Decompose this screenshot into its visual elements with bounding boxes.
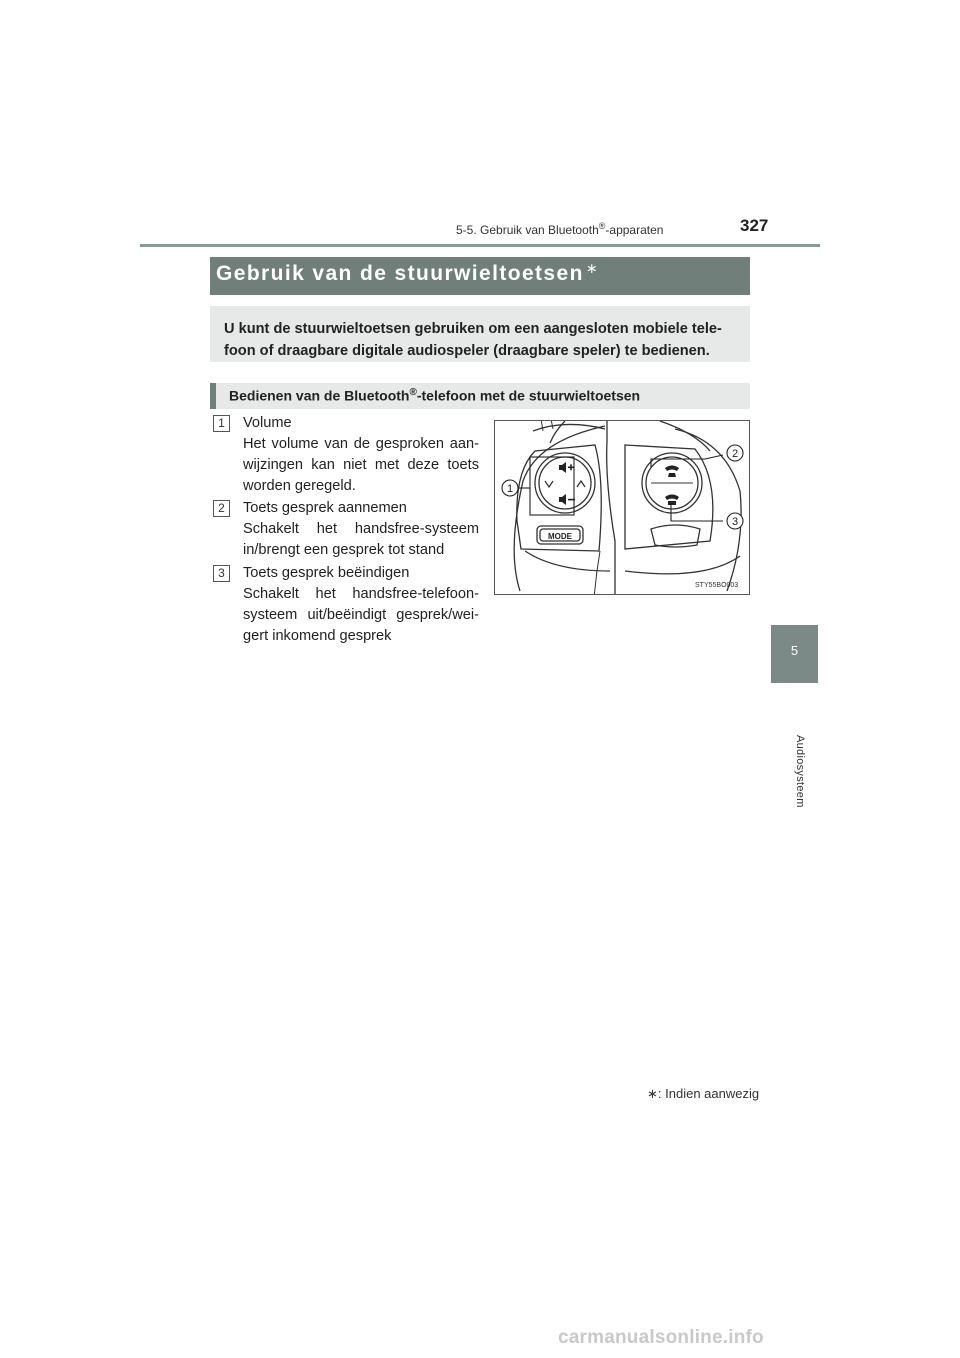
item-number-badge: 1 — [213, 415, 230, 432]
item-description: Schakelt het handsfree-telefoon-systeem uit/beëindigt gesprek/wei-gert inkomend gesprek — [243, 586, 479, 644]
section-header — [456, 221, 663, 237]
registered-mark: ® — [409, 387, 417, 398]
item-title: Volume — [243, 415, 292, 431]
page-number: 327 — [740, 216, 769, 235]
list-item — [213, 563, 479, 647]
mode-button-label: MODE — [548, 532, 572, 541]
section-suffix: -apparaten — [605, 223, 664, 237]
subheading-prefix: Bedienen van de Bluetooth — [229, 387, 410, 404]
title-bar — [210, 257, 750, 295]
header-divider — [140, 244, 820, 247]
watermark: carmanualsonline.info — [558, 1327, 764, 1348]
steering-wheel-figure — [494, 420, 750, 595]
page-title-text: Gebruik van de stuurwieltoetsen — [216, 262, 584, 285]
item-description: Het volume van de gesproken aan-wijzingen kan niet met deze toets worden geregeld. — [243, 436, 479, 494]
item-title: Toets gesprek aannemen — [243, 500, 407, 516]
intro-box — [210, 306, 750, 362]
asterisk-mark: ∗ — [585, 260, 599, 276]
registered-mark: ® — [598, 221, 606, 231]
subheading-bar — [210, 383, 750, 409]
subheading-suffix: -telefoon met de stuurwieltoetsen — [416, 387, 641, 404]
callout-3: 3 — [731, 516, 739, 528]
item-number-badge: 3 — [213, 565, 230, 582]
page-title — [216, 262, 599, 286]
item-description: Schakelt het handsfree-systeem in/brengt een gesprek tot stand — [243, 521, 479, 558]
chapter-number: 5 — [790, 643, 799, 658]
item-number-badge: 2 — [213, 500, 230, 517]
list-item — [213, 498, 479, 561]
steering-wheel-illustration — [495, 421, 750, 595]
footnote — [647, 1086, 759, 1102]
chapter-label: Audiosysteem — [794, 735, 806, 808]
footnote-text: : Indien aanwezig — [657, 1086, 760, 1101]
intro-text: U kunt de stuurwieltoetsen gebruiken om een aangesloten mobiele tele-foon of draagbare digitale audiospeler (draagbare speler) te bedienen. — [224, 321, 722, 359]
list-item — [213, 413, 479, 497]
chapter-tab — [771, 625, 818, 683]
subheading — [229, 387, 640, 404]
figure-code: STY55BO003 — [695, 582, 739, 589]
item-title: Toets gesprek beëindigen — [243, 565, 410, 581]
section-label: 5-5. Gebruik van Bluetooth — [456, 223, 599, 237]
footnote-asterisk: ∗ — [647, 1086, 658, 1101]
callout-2: 2 — [731, 448, 739, 460]
callout-1: 1 — [506, 483, 514, 495]
